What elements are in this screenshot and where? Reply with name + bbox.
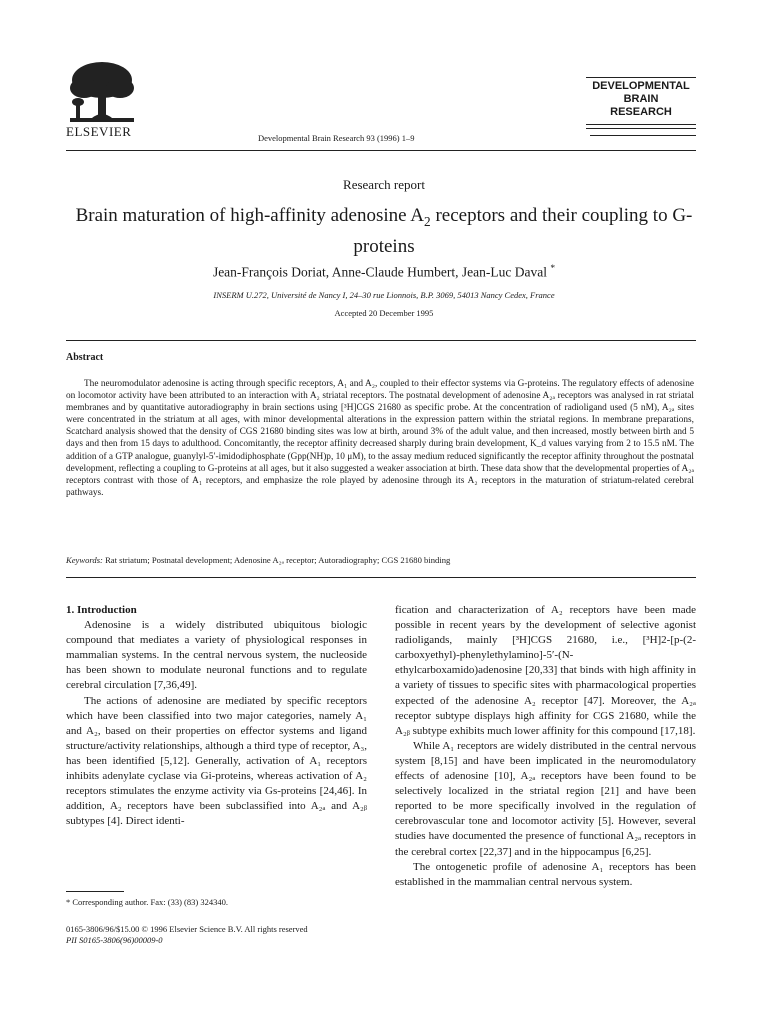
keywords-list: Rat striatum; Postnatal development; Adenosine A₂ₐ receptor; Autoradiography; CGS 21680 binding [105, 555, 451, 565]
elsevier-tree-logo [62, 58, 142, 128]
title-part-1: Brain maturation of high-affinity adenosine A [75, 205, 425, 226]
journal-brand [586, 80, 696, 119]
left-paragraph-2: The actions of adenosine are mediated by specific receptors which have been classified into two major categories, namely A₁ and A₂, based on their properties on effector systems and ligand structure/activity relationships, although a third type of receptor, A₃, has been identified [5,12]. Generally, activation of A₁ receptors inhibits adenylate cyclase via Gi-proteins, whereas activation of A₂ receptors stimulates the enzyme activity via Gs-proteins [24,46]. In addition, A₂ receptors have been subclassified into A₂ₐ and A₂ᵦ subtypes [4]. Direct identi- [66, 694, 367, 828]
abstract-rule [66, 577, 696, 578]
title-part-2: receptors and their coupling to G-proteins [353, 205, 693, 257]
brand-mid-rule [586, 124, 696, 125]
publisher-name: ELSEVIER [66, 124, 132, 139]
right-paragraph-2: While A₁ receptors are widely distributed in the central nervous system [8,15] and have been implicated in the neuromodulatory effects of adenosine [10], A₂ₐ receptors have been found to be selectively localized in the striatal region [21] and have been reported to be more specifically involved in the regulation of cerebrovascular tone and locomotor activity [5]. However, several studies have documented the presence of functional A₂ₐ receptors in the cerebral cortex [22,37] and in the hippocampus [6,25]. [395, 739, 696, 858]
keywords [66, 555, 694, 565]
brand-mid-rule-2 [586, 128, 696, 129]
abstract-body: The neuromodulator adenosine is acting through specific receptors, A₁ and A₂, coupled to their effector systems via G-proteins. The regulatory effects of adenosine on locomotor activity have been attributed to an interaction with A₂ striatal receptors. The postnatal development of adenosine A₂ₐ receptors was analysed in rat striatal membranes and by quantitative autoradiography in brain sections using [³H]CGS 21680 as specific probe. At the concentration of radioligand used (5 nM), A₂ₐ sites were concentrated in the striatum at all ages, with minor developmental alterations in the expression pattern within the striatal regions. In membrane preparations, Scatchard analysis showed that the density of CGS 21680 binding sites was low at birth, around 3% of the adult value, and then increased, mostly between birth and 5 days and then from 15 days to adulthood. Concomitantly, the receptor affinity decreased sharply during brain development, K_d values varying from 2 to 15.5 nM. The addition of a GTP analogue, guanylyl-5′-imidodiphosphate (Gpp(NH)p, 10 μM), to the assay medium reduced significantly the receptor affinity throughout the postnatal development, reflecting a coupling to G-proteins at all ages, but it also suggested a weaker association at birth. These data show that the developmental properties of A₂ₐ receptors contrast with those of A₁ receptors, and emphasize the role played by adenosine through its A₂ receptors in the maturation of striatum-related cerebral pathways. [66, 379, 694, 498]
journal-citation: Developmental Brain Research 93 (1996) 1–9 [258, 133, 415, 143]
left-column [66, 603, 367, 829]
brand-top-rule [586, 77, 696, 78]
affiliation: INSERM U.272, Université de Nancy I, 24–30 rue Lionnois, B.P. 3069, 54013 Nancy Cedex, France [213, 290, 555, 300]
right-paragraph-3: The ontogenetic profile of adenosine A₁ receptors has been established in the mammalian central nervous system. [395, 860, 696, 888]
copyright-line: 0165-3806/96/$15.00 © 1996 Elsevier Science B.V. All rights reserved [66, 924, 308, 934]
right-paragraph-1: fication and characterization of A₂ receptors have been made possible in recent years by the development of selective agonist radioligands, mainly [³H]CGS 21680, i.e., [³H]2-[p-(2-carboxyethyl)-phenylethylamino]-5′-(N-ethylcarboxamido)adenosine [20,33] that binds with high affinity in a variety of tissues to specific sites with pharmacological properties expected of the adenosine A₂ receptor [47]. Moreover, the A₂ₐ receptor subtype displays high affinity for CGS 21680, while the A₂ᵦ subtype exhibits much lower affinity for this compound [17,18]. [395, 604, 696, 737]
article-type: Research report [343, 177, 425, 192]
title-subscript: 2 [424, 213, 431, 229]
keywords-label: Keywords: [66, 555, 103, 565]
copyright-block [66, 924, 308, 946]
footnote-rule [66, 891, 124, 892]
title-rule [66, 340, 696, 341]
pii-line: PII S0165-3806(96)00009-0 [66, 935, 163, 945]
brand-line-2: BRAIN [623, 93, 659, 105]
header-rule [66, 150, 696, 151]
section-heading: 1. Introduction [66, 604, 137, 616]
accepted-date: Accepted 20 December 1995 [334, 308, 434, 318]
abstract-heading: Abstract [66, 352, 104, 363]
authors: Jean-François Doriat, Anne-Claude Humbert, Jean-Luc Daval [212, 264, 547, 280]
corresponding-author-footnote: * Corresponding author. Fax: (33) (83) 324340. [66, 897, 228, 907]
author-list [0, 264, 768, 281]
article-title [60, 203, 708, 259]
left-paragraph-1: Adenosine is a widely distributed ubiquitous biologic compound that mediates a variety of physiological responses in mammalian systems. In the central nervous system, the nucleoside has been shown to modulate neuronal functions and to regulate cerebral circulation [7,36,49]. [66, 619, 367, 692]
brand-line-3: RESEARCH [610, 106, 672, 118]
brand-line-1: DEVELOPMENTAL [592, 80, 690, 92]
brand-bottom-rule [590, 135, 696, 136]
right-column [395, 603, 696, 890]
corresponding-author-mark: * [550, 264, 556, 274]
